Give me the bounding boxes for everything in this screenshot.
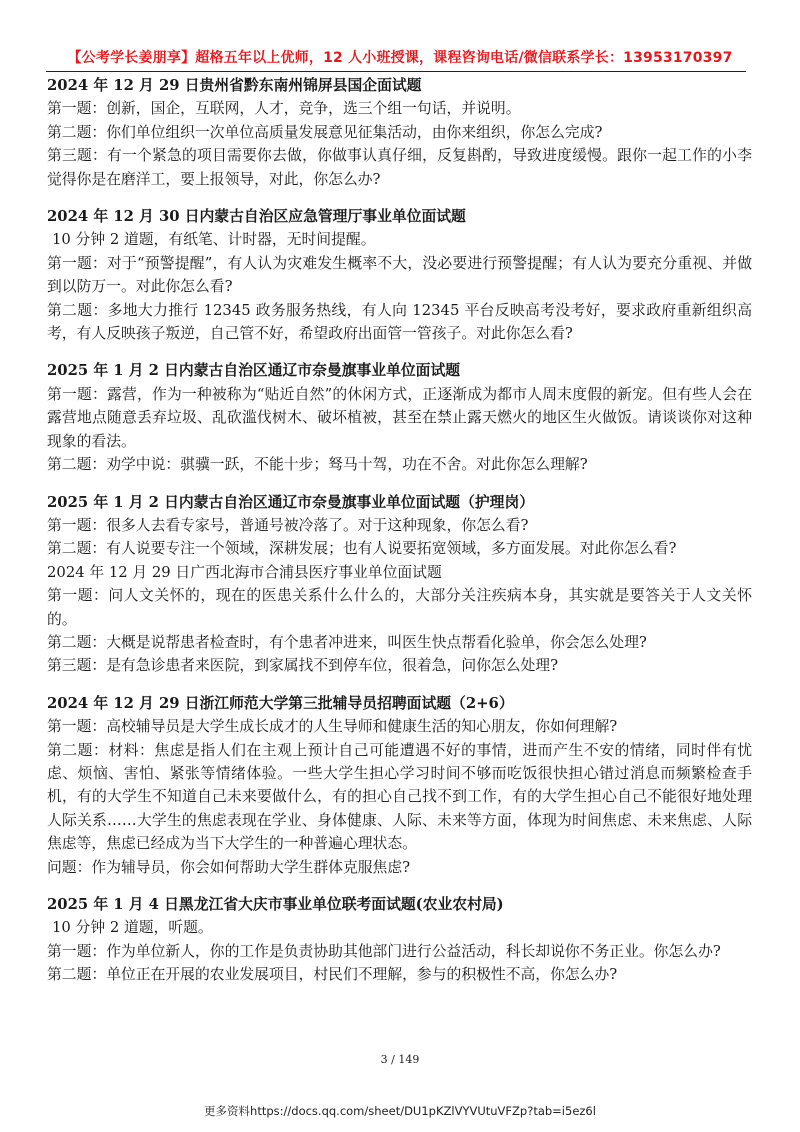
question-paragraph: 第三题：有一个紧急的项目需要你去做，你做事认真仔细，反复斟酌，导致进度缓慢。跟你一起工作的小李觉得你是在磨洋工，要上报领导，对此，你怎么办? <box>47 147 752 188</box>
question-paragraph: 第二题：大概是说帮患者检查时，有个患者冲进来，叫医生快点帮看化验单，你会怎么处理? <box>47 633 647 651</box>
section-title: 2024 年 12 月 30 日内蒙古自治区应急管理厅事业单位面试题 <box>47 208 466 226</box>
section-neimenggu-emergency <box>47 205 752 345</box>
section-title: 2025 年 1 月 2 日内蒙古自治区通辽市奈曼旗事业单位面试题 <box>47 362 461 380</box>
section-daqing <box>47 893 752 987</box>
section-guizhou <box>47 74 752 191</box>
question-paragraph: 第二题：单位正在开展的农业发展项目，村民们不理解，参与的积极性不高，你怎么办? <box>47 966 618 984</box>
question-paragraph: 第一题：很多人去看专家号，普通号被冷落了。对于这种现象，你怎么看? <box>47 516 529 534</box>
page-number: 3 / 149 <box>380 1053 420 1066</box>
exam-note: 10 分钟 2 道题，听题。 <box>52 919 213 937</box>
document-body <box>47 74 752 1001</box>
section-title: 2024 年 12 月 29 日浙江师范大学第三批辅导员招聘面试题（2+6） <box>47 694 514 712</box>
section-title: 2025 年 1 月 2 日内蒙古自治区通辽市奈曼旗事业单位面试题（护理岗） <box>47 493 535 511</box>
question-paragraph: 第二题：你们单位组织一次单位高质量发展意见征集活动，由你来组织，你怎么完成? <box>47 123 603 141</box>
footer-link[interactable]: 更多资料https://docs.qq.com/sheet/DU1pKZlVYVUtuVFZp?tab=i5ez6l <box>204 1104 596 1118</box>
question-paragraph: 第一题：高校辅导员是大学生成长成才的人生导师和健康生活的知心朋友，你如何理解? <box>47 718 618 736</box>
exam-note: 10 分钟 2 道题，有纸笔、计时器，无时间提醒。 <box>52 231 376 249</box>
subsection-heading: 2024 年 12 月 29 日广西北海市合浦县医疗事业单位面试题 <box>47 563 442 581</box>
header-rule <box>46 71 746 72</box>
question-paragraph: 第二题：材料：焦虑是指人们在主观上预计自己可能遭遇不好的事情，进而产生不安的情绪，同时伴有忧虑、烦恼、害怕、紧张等情绪体验。一些大学生担心学习时间不够而吃饭很快担心错过消息而频繁检查手机，有的大学生不知道自己未来要做什么，有的担心自己找不到工作，有的大学生担心自己不能很好地处理人际关系……大学生的焦虑表现在学业、身体健康、人际、未来等方面，体现为时间焦虑、未来焦虑、人际焦虑等，焦虑已经成为当下大学生的一种普遍心理状态。 <box>47 741 752 853</box>
question-paragraph: 第二题：有人说要专注一个领域，深耕发展；也有人说要拓宽领域，多方面发展。对此你怎么看? <box>47 540 677 558</box>
section-naiman <box>47 359 752 476</box>
question-paragraph: 第一题：问人文关怀的，现在的医患关系什么什么的，大部分关注疾病本身，其实就是要答关于人文关怀的。 <box>47 587 752 628</box>
question-paragraph: 第二题：劝学中说：骐骥一跃，不能十步；驽马十驾，功在不舍。对此你怎么理解? <box>47 456 588 474</box>
question-paragraph: 第一题：露营，作为一种被称为“贴近自然”的休闲方式，正逐渐成为都市人周末度假的新宠。但有些人会在露营地点随意丢弃垃圾、乱砍滥伐树木、破坏植被，甚至在禁止露天燃火的地区生火做饭。请谈谈你对这种现象的看法。 <box>47 385 752 450</box>
question-paragraph: 问题：作为辅导员，你会如何帮助大学生群体克服焦虑? <box>47 858 411 876</box>
question-paragraph: 第一题：对于“预警提醒”，有人认为灾难发生概率不大，没必要进行预警提醒；有人认为要充分重视、并做到以防万一。对此你怎么看? <box>47 254 752 296</box>
section-zhejiang-normal <box>47 692 752 879</box>
question-paragraph: 第一题：创新，国企，互联网，人才，竞争，选三个组一句话，并说明。 <box>47 100 521 118</box>
promo-banner: 【公考学长姜朋享】超格五年以上优师，12 人小班授课，课程咨询电话/微信联系学长：13953170397 <box>67 50 733 66</box>
section-naiman-nursing <box>47 491 752 678</box>
question-paragraph: 第一题：作为单位新人，你的工作是负责协助其他部门进行公益活动，科长却说你不务正业。你怎么办? <box>47 942 721 960</box>
question-paragraph: 第三题：是有急诊患者来医院，到家属找不到停车位，很着急，问你怎么处理? <box>47 657 559 675</box>
section-title: 2025 年 1 月 4 日黑龙江省大庆市事业单位联考面试题(农业农村局) <box>47 896 504 913</box>
question-paragraph: 第二题：多地大力推行 12345 政务服务热线，有人向 12345 平台反映高考没考好，要求政府重新组织高考，有人反映孩子叛逆，自己管不好，希望政府出面管一管孩子。对此你怎么看? <box>47 301 752 343</box>
section-title: 2024 年 12 月 29 日贵州省黔东南州锦屏县国企面试题 <box>47 77 422 94</box>
